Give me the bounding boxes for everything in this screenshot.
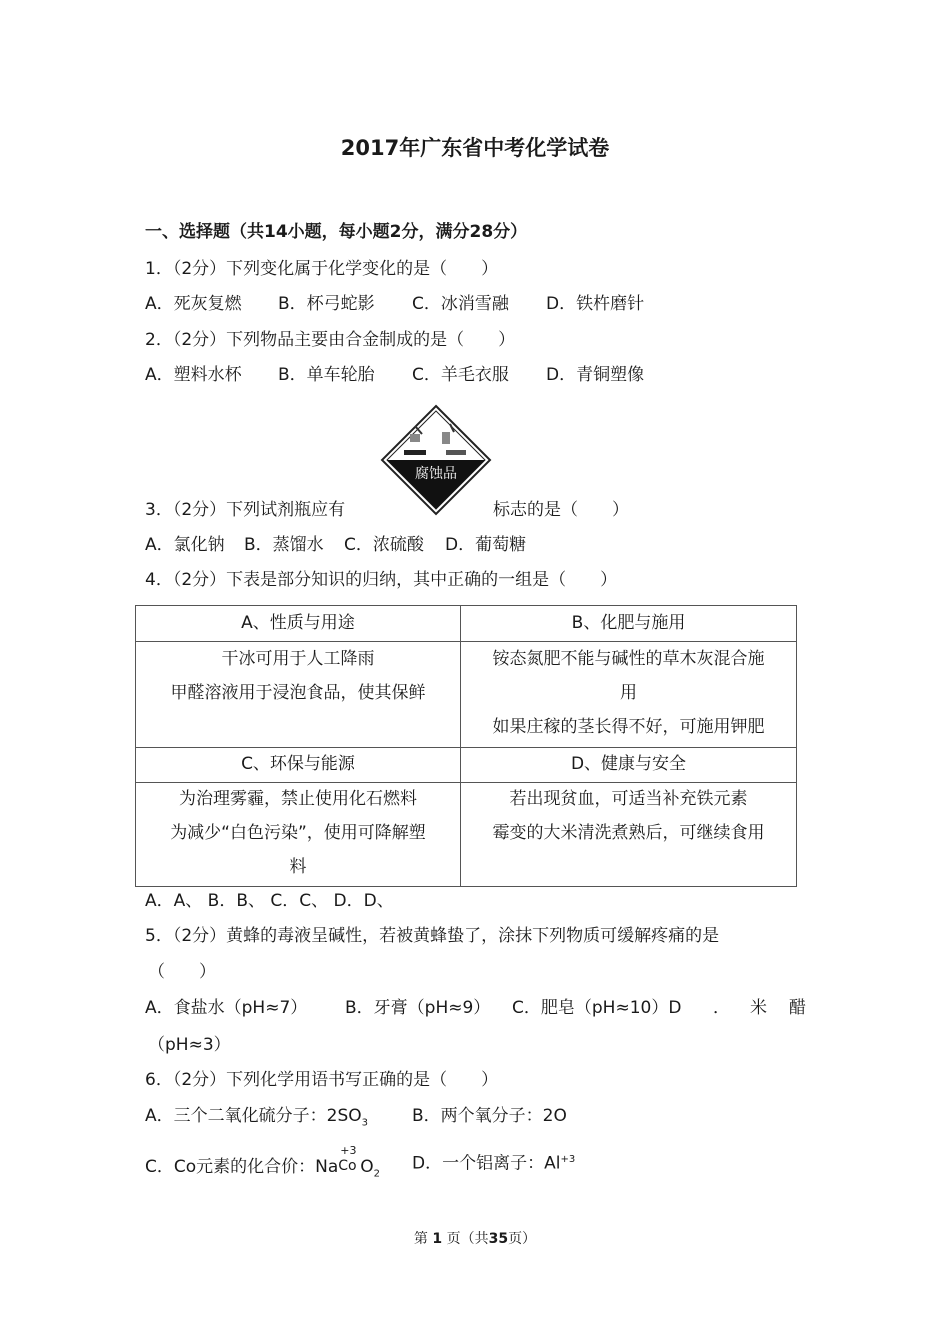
q5-option-d-cont: （pH≈3） bbox=[148, 1035, 231, 1055]
valence-superscript: +3 bbox=[340, 1144, 357, 1157]
q2-option-a: A．塑料水杯 bbox=[145, 365, 242, 385]
footer-page-number: 1 bbox=[432, 1231, 443, 1247]
subscript: 3 bbox=[361, 1117, 368, 1129]
q3-option-d: D．葡萄糖 bbox=[445, 535, 527, 555]
q6-option-c bbox=[145, 1144, 381, 1180]
table-cell-b-line: 铵态氮肥不能与碱性的草木灰混合施 bbox=[492, 649, 765, 669]
q1-option-c: C．冰消雪融 bbox=[412, 294, 509, 314]
footer-total-pages: 35 bbox=[488, 1231, 509, 1247]
table-header-b: B、化肥与施用 bbox=[571, 613, 686, 633]
table-cell-c-line: 为减少“白色污染”，使用可降解塑 bbox=[170, 823, 426, 843]
q1-option-b: B．杯弓蛇影 bbox=[278, 294, 375, 314]
q3-option-b: B．蒸馏水 bbox=[244, 535, 324, 555]
q5-option-d-char: 米 bbox=[750, 998, 767, 1018]
q6-option-d-text: D．一个铝离子：Al bbox=[412, 1153, 561, 1174]
q5-paren: （ ） bbox=[148, 962, 216, 982]
oxygen-symbol: O bbox=[360, 1157, 374, 1177]
q6-option-c-text: C．Co元素的化合价：Na bbox=[145, 1157, 339, 1177]
table-cell-c-line: 为治理雾霾，禁止使用化石燃料 bbox=[179, 789, 417, 809]
q3-option-a: A．氯化钠 bbox=[145, 535, 225, 555]
q6-option-a bbox=[145, 1108, 368, 1128]
table-cell-c-line: 料 bbox=[289, 857, 307, 877]
table-cell-b-line: 用 bbox=[620, 683, 637, 703]
corrosive-sign-icon bbox=[380, 404, 492, 516]
q2-option-b: B．单车轮胎 bbox=[278, 365, 375, 385]
section-heading: 一、选择题（共14小题，每小题2分，满分28分） bbox=[145, 222, 528, 242]
q6-stem: 6．（2分）下列化学用语书写正确的是（ ） bbox=[145, 1070, 499, 1090]
footer-post: 页） bbox=[508, 1231, 537, 1247]
q5-option-a: A．食盐水（pH≈7） bbox=[145, 998, 308, 1018]
q1-option-d: D．铁杵磨针 bbox=[546, 294, 645, 314]
table-header-a: A、性质与用途 bbox=[241, 613, 355, 633]
q5-option-d-dot: ． bbox=[713, 998, 730, 1018]
q3-option-c: C．浓硫酸 bbox=[344, 535, 424, 555]
table-cell-d-line: 若出现贫血，可适当补充铁元素 bbox=[509, 789, 748, 809]
table-cell-b-line: 如果庄稼的茎长得不好，可施用钾肥 bbox=[492, 717, 765, 737]
footer-pre: 第 bbox=[413, 1231, 428, 1247]
q4-options: A．A、 B．B、 C．C、 D．D、 bbox=[145, 891, 394, 911]
table-header-d: D、健康与安全 bbox=[570, 754, 687, 774]
footer-mid: 页（共 bbox=[446, 1231, 489, 1247]
q5-option-c: C．肥皂（pH≈10）D bbox=[512, 998, 682, 1018]
superscript: +3 bbox=[560, 1154, 576, 1165]
table-cell-a-line: 干冰可用于人工降雨 bbox=[221, 649, 375, 669]
page-title: 2017年广东省中考化学试卷 bbox=[340, 136, 610, 160]
q6-option-d bbox=[412, 1155, 575, 1173]
q1-stem: 1．（2分）下列变化属于化学变化的是（ ） bbox=[145, 259, 499, 279]
table-header-c: C、环保与能源 bbox=[241, 754, 355, 774]
table-cell-a-line: 甲醛溶液用于浸泡食品，使其保鲜 bbox=[170, 683, 426, 703]
q5-option-b: B．牙膏（pH≈9） bbox=[345, 998, 491, 1018]
q5-stem: 5．（2分）黄蜂的毒液呈碱性，若被黄蜂蛰了，涂抹下列物质可缓解疼痛的是 bbox=[145, 926, 720, 946]
q2-stem: 2．（2分）下列物品主要由合金制成的是（ ） bbox=[145, 330, 516, 350]
sign-label: 腐蚀品 bbox=[415, 466, 457, 482]
cobalt-symbol: Co bbox=[338, 1158, 357, 1174]
valence-notation bbox=[338, 1144, 360, 1174]
subscript: 2 bbox=[373, 1168, 381, 1180]
q1-option-a: A．死灰复燃 bbox=[145, 294, 242, 314]
q2-option-d: D．青铜塑像 bbox=[546, 365, 645, 385]
table-cell-d-line: 霉变的大米清洗煮熟后，可继续食用 bbox=[492, 823, 765, 843]
page-footer bbox=[0, 1232, 950, 1246]
q4-stem: 4．（2分）下表是部分知识的归纳，其中正确的一组是（ ） bbox=[145, 570, 618, 590]
q6-option-a-text: A．三个二氧化硫分子：2SO bbox=[145, 1106, 362, 1126]
q3-stem-post: 标志的是（ ） bbox=[493, 500, 629, 520]
q3-stem-pre: 3．（2分）下列试剂瓶应有 bbox=[145, 500, 346, 520]
q6-option-b: B．两个氧分子：2O bbox=[412, 1106, 567, 1126]
q5-option-d-char: 醋 bbox=[789, 998, 806, 1018]
knowledge-table bbox=[135, 605, 797, 887]
q2-option-c: C．羊毛衣服 bbox=[412, 365, 509, 385]
